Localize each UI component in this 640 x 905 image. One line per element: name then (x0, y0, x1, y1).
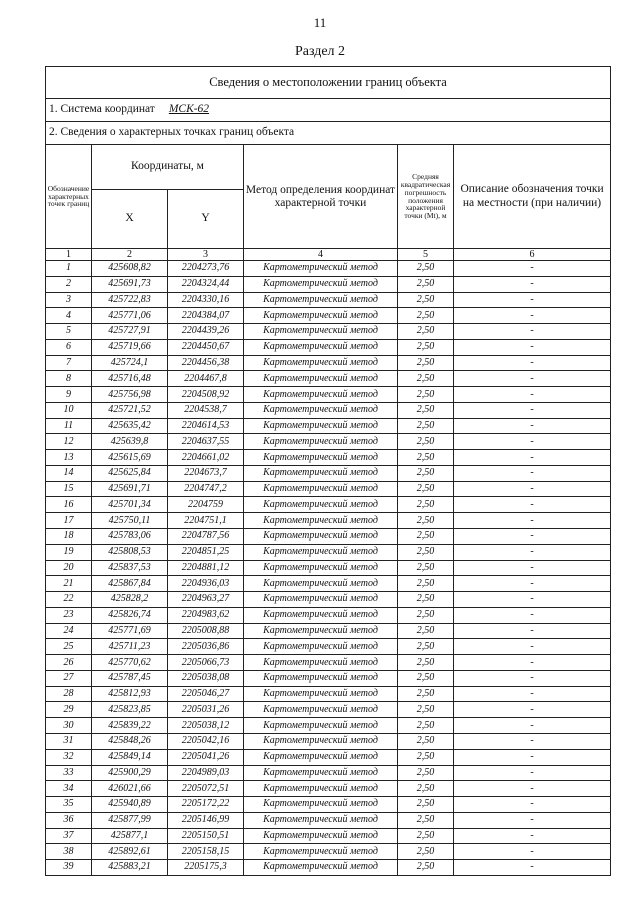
cell-method: Картометрический метод (244, 749, 398, 765)
cell-point-id: 30 (46, 718, 92, 734)
cell-description: - (454, 797, 611, 813)
cell-coord-x: 425719,66 (92, 339, 168, 355)
cell-description: - (454, 276, 611, 292)
cell-coord-y: 2204936,03 (168, 576, 244, 592)
cell-coord-y: 2204450,67 (168, 339, 244, 355)
cell-error-mt: 2,50 (398, 812, 454, 828)
cell-error-mt: 2,50 (398, 402, 454, 418)
cell-description: - (454, 402, 611, 418)
cell-method: Картометрический метод (244, 276, 398, 292)
cell-coord-y: 2205042,16 (168, 733, 244, 749)
table-row (46, 513, 611, 529)
cell-coord-x: 425691,71 (92, 481, 168, 497)
cell-point-id: 35 (46, 797, 92, 813)
cell-error-mt: 2,50 (398, 607, 454, 623)
column-number: 5 (398, 249, 454, 261)
cell-method: Картометрический метод (244, 592, 398, 608)
cell-error-mt: 2,50 (398, 592, 454, 608)
cell-coord-y: 2205146,99 (168, 812, 244, 828)
column-number: 1 (46, 249, 92, 261)
cell-coord-y: 2204439,26 (168, 324, 244, 340)
cell-description: - (454, 418, 611, 434)
cell-error-mt: 2,50 (398, 576, 454, 592)
cell-error-mt: 2,50 (398, 481, 454, 497)
cell-error-mt: 2,50 (398, 655, 454, 671)
cell-point-id: 4 (46, 308, 92, 324)
cell-error-mt: 2,50 (398, 749, 454, 765)
cell-coord-x: 425783,06 (92, 529, 168, 545)
table-row (46, 418, 611, 434)
cell-coord-x: 425849,14 (92, 749, 168, 765)
table-row (46, 733, 611, 749)
cell-coord-y: 2205038,12 (168, 718, 244, 734)
cell-description: - (454, 781, 611, 797)
cell-error-mt: 2,50 (398, 797, 454, 813)
cell-error-mt: 2,50 (398, 418, 454, 434)
cell-point-id: 37 (46, 828, 92, 844)
cell-coord-x: 425808,53 (92, 544, 168, 560)
cell-description: - (454, 607, 611, 623)
cell-error-mt: 2,50 (398, 828, 454, 844)
cell-coord-x: 425837,53 (92, 560, 168, 576)
cell-error-mt: 2,50 (398, 639, 454, 655)
cell-coord-y: 2204273,76 (168, 261, 244, 277)
table-row (46, 844, 611, 860)
table-row (46, 765, 611, 781)
cell-coord-x: 425787,45 (92, 670, 168, 686)
cell-coord-y: 2204330,16 (168, 292, 244, 308)
cell-coord-y: 2205038,08 (168, 670, 244, 686)
column-number: 3 (168, 249, 244, 261)
cell-point-id: 22 (46, 592, 92, 608)
cell-description: - (454, 812, 611, 828)
cell-point-id: 10 (46, 402, 92, 418)
cell-description: - (454, 308, 611, 324)
table-row (46, 387, 611, 403)
table-row (46, 355, 611, 371)
table-row (46, 749, 611, 765)
table-row (46, 718, 611, 734)
cell-coord-x: 425877,1 (92, 828, 168, 844)
column-number: 6 (454, 249, 611, 261)
cell-coord-y: 2205036,86 (168, 639, 244, 655)
cell-coord-y: 2205008,88 (168, 623, 244, 639)
cell-coord-y: 2205046,27 (168, 686, 244, 702)
cell-coord-x: 425823,85 (92, 702, 168, 718)
cell-coord-x: 425828,2 (92, 592, 168, 608)
cell-coord-y: 2205172,22 (168, 797, 244, 813)
cell-coord-y: 2204456,38 (168, 355, 244, 371)
cell-description: - (454, 765, 611, 781)
header-coordinates: Координаты, м (92, 145, 244, 190)
cell-description: - (454, 481, 611, 497)
column-number: 4 (244, 249, 398, 261)
table-row (46, 339, 611, 355)
cell-method: Картометрический метод (244, 308, 398, 324)
cell-point-id: 15 (46, 481, 92, 497)
cell-description: - (454, 450, 611, 466)
header-y: Y (168, 190, 244, 249)
cell-point-id: 38 (46, 844, 92, 860)
cell-description: - (454, 623, 611, 639)
cell-point-id: 20 (46, 560, 92, 576)
cell-error-mt: 2,50 (398, 781, 454, 797)
cell-method: Картометрический метод (244, 465, 398, 481)
column-number-row (46, 249, 611, 261)
cell-point-id: 32 (46, 749, 92, 765)
table-row (46, 607, 611, 623)
cell-point-id: 5 (46, 324, 92, 340)
cell-method: Картометрический метод (244, 623, 398, 639)
cell-method: Картометрический метод (244, 781, 398, 797)
cell-coord-x: 425722,83 (92, 292, 168, 308)
cell-description: - (454, 292, 611, 308)
cell-coord-y: 2204747,2 (168, 481, 244, 497)
cell-coord-y: 2204963,27 (168, 592, 244, 608)
cell-coord-y: 2204751,1 (168, 513, 244, 529)
cell-method: Картометрический метод (244, 718, 398, 734)
cell-coord-x: 425608,82 (92, 261, 168, 277)
cell-coord-y: 2205066,73 (168, 655, 244, 671)
cell-description: - (454, 497, 611, 513)
cell-description: - (454, 686, 611, 702)
cell-error-mt: 2,50 (398, 513, 454, 529)
cell-point-id: 21 (46, 576, 92, 592)
header-error: Средняя квадратическая погрешность положения характерной точки (Mt), м (398, 145, 454, 249)
cell-error-mt: 2,50 (398, 261, 454, 277)
cell-description: - (454, 387, 611, 403)
cell-error-mt: 2,50 (398, 733, 454, 749)
cell-method: Картометрический метод (244, 560, 398, 576)
cell-error-mt: 2,50 (398, 844, 454, 860)
cell-point-id: 11 (46, 418, 92, 434)
cell-method: Картометрический метод (244, 529, 398, 545)
cell-description: - (454, 355, 611, 371)
table-row (46, 402, 611, 418)
table-row (46, 324, 611, 340)
cell-point-id: 28 (46, 686, 92, 702)
cell-method: Картометрический метод (244, 733, 398, 749)
cell-coord-x: 425756,98 (92, 387, 168, 403)
table-row (46, 450, 611, 466)
table-row (46, 670, 611, 686)
cell-coord-y: 2204538,7 (168, 402, 244, 418)
table-row (46, 828, 611, 844)
cell-method: Картометрический метод (244, 670, 398, 686)
cell-coord-y: 2204759 (168, 497, 244, 513)
coord-system-label: 1. Система координат (49, 103, 155, 116)
coord-system-row (46, 99, 611, 122)
cell-description: - (454, 465, 611, 481)
cell-coord-y: 2204851,25 (168, 544, 244, 560)
cell-error-mt: 2,50 (398, 860, 454, 876)
cell-description: - (454, 261, 611, 277)
cell-description: - (454, 529, 611, 545)
table-body (46, 67, 611, 876)
cell-description: - (454, 324, 611, 340)
cell-point-id: 12 (46, 434, 92, 450)
cell-coord-x: 425716,48 (92, 371, 168, 387)
cell-description: - (454, 639, 611, 655)
cell-point-id: 7 (46, 355, 92, 371)
cell-coord-y: 2205150,51 (168, 828, 244, 844)
cell-method: Картометрический метод (244, 339, 398, 355)
cell-point-id: 31 (46, 733, 92, 749)
cell-method: Картометрический метод (244, 513, 398, 529)
cell-description: - (454, 434, 611, 450)
cell-point-id: 17 (46, 513, 92, 529)
cell-coord-x: 425635,42 (92, 418, 168, 434)
cell-method: Картометрический метод (244, 812, 398, 828)
cell-coord-x: 425892,61 (92, 844, 168, 860)
cell-error-mt: 2,50 (398, 623, 454, 639)
cell-coord-x: 425639,8 (92, 434, 168, 450)
cell-error-mt: 2,50 (398, 718, 454, 734)
table-row (46, 465, 611, 481)
cell-error-mt: 2,50 (398, 765, 454, 781)
cell-method: Картометрический метод (244, 860, 398, 876)
cell-coord-x: 425711,23 (92, 639, 168, 655)
cell-coord-x: 425848,26 (92, 733, 168, 749)
cell-coord-x: 425771,69 (92, 623, 168, 639)
cell-coord-x: 425770,62 (92, 655, 168, 671)
table-row (46, 812, 611, 828)
cell-coord-y: 2205072,51 (168, 781, 244, 797)
cell-error-mt: 2,50 (398, 308, 454, 324)
cell-point-id: 29 (46, 702, 92, 718)
cell-error-mt: 2,50 (398, 387, 454, 403)
cell-description: - (454, 371, 611, 387)
cell-description: - (454, 655, 611, 671)
cell-method: Картометрический метод (244, 497, 398, 513)
cell-coord-x: 425691,73 (92, 276, 168, 292)
table-row (46, 592, 611, 608)
cell-coord-x: 425615,69 (92, 450, 168, 466)
cell-error-mt: 2,50 (398, 560, 454, 576)
cell-coord-x: 426021,66 (92, 781, 168, 797)
cell-point-id: 23 (46, 607, 92, 623)
cell-error-mt: 2,50 (398, 497, 454, 513)
cell-coord-x: 425940,89 (92, 797, 168, 813)
cell-error-mt: 2,50 (398, 529, 454, 545)
cell-error-mt: 2,50 (398, 434, 454, 450)
cell-description: - (454, 560, 611, 576)
header-description: Описание обозначения точки на местности (при наличии) (454, 145, 611, 249)
cell-coord-x: 425839,22 (92, 718, 168, 734)
cell-method: Картометрический метод (244, 450, 398, 466)
cell-error-mt: 2,50 (398, 339, 454, 355)
table-row (46, 797, 611, 813)
cell-error-mt: 2,50 (398, 292, 454, 308)
cell-coord-x: 425867,84 (92, 576, 168, 592)
table-row (46, 261, 611, 277)
cell-point-id: 14 (46, 465, 92, 481)
table-row (46, 529, 611, 545)
cell-coord-y: 2204673,7 (168, 465, 244, 481)
cell-point-id: 34 (46, 781, 92, 797)
cell-description: - (454, 544, 611, 560)
cell-coord-x: 425826,74 (92, 607, 168, 623)
cell-coord-y: 2204614,53 (168, 418, 244, 434)
cell-description: - (454, 576, 611, 592)
cell-method: Картометрический метод (244, 607, 398, 623)
cell-point-id: 8 (46, 371, 92, 387)
table-row (46, 292, 611, 308)
cell-description: - (454, 670, 611, 686)
page-number: 11 (313, 15, 327, 30)
cell-coord-x: 425812,93 (92, 686, 168, 702)
cell-method: Картометрический метод (244, 418, 398, 434)
cell-coord-y: 2204881,12 (168, 560, 244, 576)
cell-description: - (454, 513, 611, 529)
cell-method: Картометрический метод (244, 844, 398, 860)
cell-coord-y: 2205031,26 (168, 702, 244, 718)
cell-error-mt: 2,50 (398, 276, 454, 292)
cell-method: Картометрический метод (244, 434, 398, 450)
cell-error-mt: 2,50 (398, 324, 454, 340)
cell-point-id: 3 (46, 292, 92, 308)
cell-description: - (454, 749, 611, 765)
cell-coord-y: 2204989,03 (168, 765, 244, 781)
cell-method: Картометрический метод (244, 639, 398, 655)
table-row (46, 481, 611, 497)
cell-coord-x: 425727,91 (92, 324, 168, 340)
cell-method: Картометрический метод (244, 355, 398, 371)
cell-method: Картометрический метод (244, 387, 398, 403)
cell-point-id: 9 (46, 387, 92, 403)
table-row (46, 371, 611, 387)
cell-coord-y: 2204983,62 (168, 607, 244, 623)
cell-method: Картометрический метод (244, 402, 398, 418)
cell-method: Картометрический метод (244, 371, 398, 387)
cell-description: - (454, 733, 611, 749)
boundary-points-table (45, 66, 611, 876)
table-row (46, 308, 611, 324)
cell-description: - (454, 860, 611, 876)
cell-method: Картометрический метод (244, 702, 398, 718)
cell-method: Картометрический метод (244, 544, 398, 560)
cell-coord-y: 2204787,56 (168, 529, 244, 545)
cell-method: Картометрический метод (244, 324, 398, 340)
cell-point-id: 18 (46, 529, 92, 545)
header-point-id: Обозначение характерных точек границ (46, 145, 92, 249)
cell-error-mt: 2,50 (398, 670, 454, 686)
cell-method: Картометрический метод (244, 686, 398, 702)
cell-method: Картометрический метод (244, 828, 398, 844)
cell-coord-y: 2204467,8 (168, 371, 244, 387)
cell-point-id: 13 (46, 450, 92, 466)
cell-coord-x: 425900,29 (92, 765, 168, 781)
cell-point-id: 19 (46, 544, 92, 560)
cell-point-id: 33 (46, 765, 92, 781)
cell-method: Картометрический метод (244, 655, 398, 671)
cell-method: Картометрический метод (244, 261, 398, 277)
cell-point-id: 1 (46, 261, 92, 277)
table-row (46, 655, 611, 671)
cell-coord-y: 2205158,15 (168, 844, 244, 860)
table-title: Сведения о местоположении границ объекта (46, 67, 611, 99)
cell-description: - (454, 828, 611, 844)
cell-error-mt: 2,50 (398, 686, 454, 702)
table-row (46, 497, 611, 513)
cell-coord-x: 425750,11 (92, 513, 168, 529)
cell-coord-x: 425721,52 (92, 402, 168, 418)
table-row (46, 544, 611, 560)
cell-coord-y: 2204384,07 (168, 308, 244, 324)
cell-point-id: 16 (46, 497, 92, 513)
table-row (46, 560, 611, 576)
section-title: Раздел 2 (294, 44, 346, 59)
cell-point-id: 26 (46, 655, 92, 671)
table-row (46, 434, 611, 450)
table-row (46, 623, 611, 639)
table-row (46, 781, 611, 797)
cell-point-id: 27 (46, 670, 92, 686)
cell-point-id: 39 (46, 860, 92, 876)
cell-coord-y: 2204324,44 (168, 276, 244, 292)
column-number: 2 (92, 249, 168, 261)
cell-point-id: 36 (46, 812, 92, 828)
cell-error-mt: 2,50 (398, 465, 454, 481)
cell-coord-x: 425883,21 (92, 860, 168, 876)
cell-description: - (454, 702, 611, 718)
cell-coord-y: 2204661,02 (168, 450, 244, 466)
cell-point-id: 6 (46, 339, 92, 355)
cell-error-mt: 2,50 (398, 702, 454, 718)
cell-error-mt: 2,50 (398, 371, 454, 387)
cell-method: Картометрический метод (244, 292, 398, 308)
table-row (46, 276, 611, 292)
cell-coord-x: 425771,06 (92, 308, 168, 324)
cell-coord-y: 2204637,55 (168, 434, 244, 450)
cell-description: - (454, 592, 611, 608)
cell-point-id: 2 (46, 276, 92, 292)
table-row (46, 686, 611, 702)
cell-error-mt: 2,50 (398, 544, 454, 560)
cell-coord-x: 425724,1 (92, 355, 168, 371)
table-row (46, 639, 611, 655)
cell-description: - (454, 718, 611, 734)
cell-error-mt: 2,50 (398, 450, 454, 466)
cell-point-id: 25 (46, 639, 92, 655)
cell-coord-y: 2205041,26 (168, 749, 244, 765)
table-row (46, 860, 611, 876)
cell-description: - (454, 844, 611, 860)
cell-method: Картометрический метод (244, 576, 398, 592)
cell-coord-x: 425625,84 (92, 465, 168, 481)
cell-description: - (454, 339, 611, 355)
cell-error-mt: 2,50 (398, 355, 454, 371)
header-x: X (92, 190, 168, 249)
cell-method: Картометрический метод (244, 797, 398, 813)
cell-point-id: 24 (46, 623, 92, 639)
cell-coord-x: 425701,34 (92, 497, 168, 513)
header-method: Метод определения координат характерной точки (244, 145, 398, 249)
cell-method: Картометрический метод (244, 481, 398, 497)
cell-method: Картометрический метод (244, 765, 398, 781)
coord-system-value: МСК-62 (168, 103, 210, 116)
cell-coord-y: 2204508,92 (168, 387, 244, 403)
table-row (46, 702, 611, 718)
table-row (46, 576, 611, 592)
cell-coord-y: 2205175,3 (168, 860, 244, 876)
cell-coord-x: 425877,99 (92, 812, 168, 828)
points-section-label: 2. Сведения о характерных точках границ объекта (46, 122, 611, 145)
